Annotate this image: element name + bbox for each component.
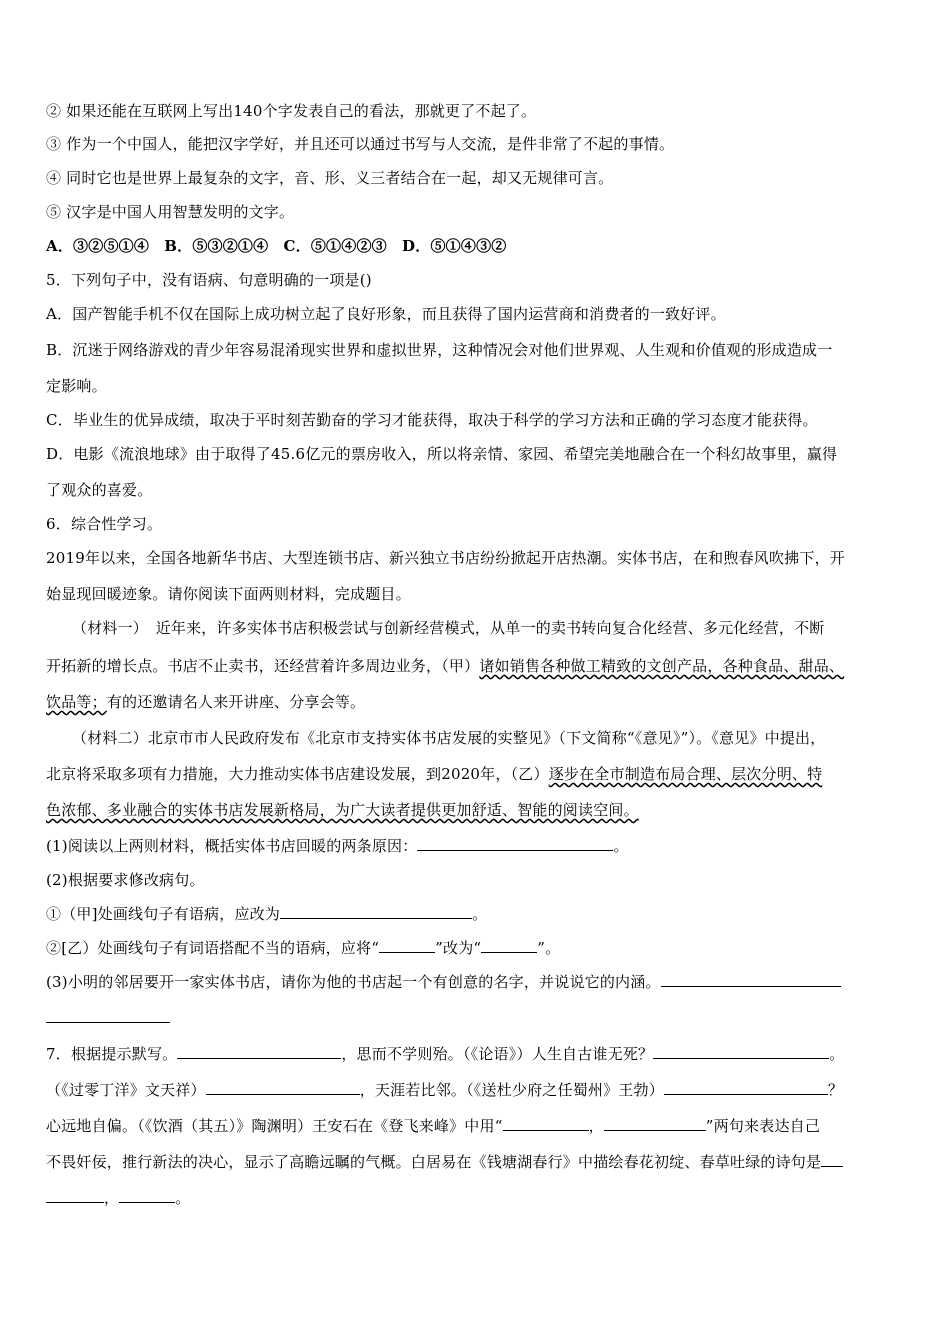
punct: ，	[104, 1189, 120, 1207]
question-7-line1	[46, 1044, 910, 1064]
sub-question-3	[46, 972, 910, 992]
material-1-line3	[46, 692, 910, 712]
option-line-5: ⑤ 汉字是中国人用智慧发明的文字。	[46, 203, 295, 221]
q5-option-b-line1: B．沉迷于网络游戏的青少年容易混淆现实世界和虚拟世界，这种情况会对他们世界观、人生观和价值观的形成造成一	[46, 341, 833, 359]
underlined-sentence-yi-end: 色浓郁、多业融合的实体书店发展新格局，为广大读者提供更加舒适、智能的阅读空间。	[46, 801, 639, 819]
answer-blank-7h[interactable]	[119, 1188, 175, 1203]
sub-question-2a	[46, 904, 910, 924]
question-7-text: 7．根据提示默写。	[46, 1045, 178, 1063]
answer-blank-1[interactable]	[417, 836, 613, 851]
sub-question-1-text: (1)阅读以上两则材料，概括实体书店回暖的两条原因：	[46, 837, 418, 855]
question-5: 5．下列句子中，没有语病、句意明确的一项是()	[46, 271, 372, 289]
material-2-line3	[46, 800, 910, 820]
sub-question-1	[46, 836, 910, 856]
answer-blank-7e[interactable]	[503, 1116, 589, 1131]
material-1-text-end: 有的还邀请名人来开讲座、分享会等。	[106, 693, 366, 711]
q7-text-a: ，思而不学则殆。（《论语》）人生自古谁无死？	[341, 1045, 654, 1063]
underlined-sentence-yi: 逐步在全市制造布局合理、层次分明、特	[548, 765, 823, 783]
underlined-sentence-jia-end: 饮品等；	[46, 693, 107, 711]
question-7-line5	[46, 1188, 910, 1208]
material-2-text: 北京将采取多项有力措施，大力推动实体书店建设发展，到2020年，（乙）	[46, 765, 549, 783]
sub-question-2a-text: ①（甲]处画线句子有语病，应改为	[46, 905, 281, 923]
sub-question-3-cont	[46, 1008, 910, 1028]
punct: ？	[827, 1081, 844, 1099]
q7-text-d: 不畏奸佞，推行新法的决心，显示了高瞻远瞩的气概。白居易在《钱塘湖春行》中描绘春花初绽、春草吐绿的诗句是	[46, 1153, 822, 1171]
punct: ”。	[537, 939, 561, 957]
answer-blank-2a[interactable]	[280, 904, 472, 919]
answer-blank-7a[interactable]	[177, 1044, 341, 1059]
punct: 。	[175, 1189, 191, 1207]
q7-text-c-pre: 心远地自偏。（《饮酒（其五）》陶渊明）王安石在《登飞来峰》中用“	[46, 1117, 503, 1135]
q5-option-d-line2: 了观众的喜爱。	[46, 481, 153, 499]
material-1-line1: （材料一） 近年来，许多实体书店积极尝试与创新经营模式，从单一的卖书转向复合化经营、多元化经营，不断	[72, 619, 825, 637]
punct: 。	[829, 1045, 845, 1063]
sub-question-3-text: (3)小明的邻居要开一家实体书店，请你为他的书店起一个有创意的名字，并说说它的内涵。	[46, 973, 661, 991]
question-6: 6．综合性学习。	[46, 515, 163, 533]
sub-question-2: (2)根据要求修改病句。	[46, 871, 205, 889]
answer-blank-7c[interactable]	[206, 1080, 360, 1095]
answer-blank-7g-cont[interactable]	[46, 1188, 104, 1203]
answer-blank-2b-from[interactable]	[379, 938, 435, 953]
material-1-line2	[46, 656, 910, 676]
question-7-line2	[46, 1080, 910, 1100]
answer-choices-q4: A．③②⑤①④ B．⑤③②①④ C．⑤①④②③ D．⑤①④③②	[46, 237, 507, 255]
question-7-line4	[46, 1152, 910, 1172]
q6-intro-line2: 始显现回暖迹象。请你阅读下面两则材料，完成题目。	[46, 585, 411, 603]
answer-blank-7f[interactable]	[604, 1116, 706, 1131]
answer-blank-7b[interactable]	[653, 1044, 829, 1059]
option-line-2: ② 如果还能在互联网上写出140个字发表自己的看法，那就更了不起了。	[46, 102, 537, 120]
underlined-sentence-jia: 诸如销售各种做工精致的文创产品，各种食品、甜品、	[479, 657, 845, 675]
punct: 。	[472, 905, 488, 923]
punct: ，	[588, 1117, 604, 1135]
q6-intro-line1: 2019年以来，全国各地新华书店、大型连锁书店、新兴独立书店纷纷掀起开店热潮。实体书店，在和煦春风吹拂下，开	[46, 549, 845, 567]
answer-blank-7g[interactable]	[821, 1152, 843, 1167]
option-line-4: ④ 同时它也是世界上最复杂的文字，音、形、义三者结合在一起，却又无规律可言。	[46, 169, 614, 187]
q7-text-b-pre: （《过零丁洋》文天祥）	[46, 1081, 206, 1099]
punct: 。	[613, 837, 629, 855]
material-2-line2	[46, 764, 910, 784]
material-1-text: 开拓新的增长点。书店不止卖书，还经营着许多周边业务，（甲）	[46, 657, 480, 675]
q5-option-c: C．毕业生的优异成绩，取决于平时刻苦勤奋的学习才能获得，取决于科学的学习方法和正确的学习态度才能获得。	[46, 411, 818, 429]
answer-blank-3-cont[interactable]	[46, 1008, 170, 1023]
punct: ”改为“	[435, 939, 482, 957]
q5-option-b-line2: 定影响。	[46, 377, 107, 395]
q7-text-b: ，天涯若比邻。（《送杜少府之任蜀州》王勃）	[359, 1081, 664, 1099]
sub-question-2b-text: ②[乙）处画线句子有词语搭配不当的语病，应将“	[46, 939, 380, 957]
option-line-3: ③ 作为一个中国人，能把汉字学好，并且还可以通过书写与人交流，是件非常了不起的事情。	[46, 135, 675, 153]
sub-question-2b	[46, 938, 910, 958]
q7-text-c-post: ”两句来表达自己	[705, 1117, 821, 1135]
q5-option-a: A．国产智能手机不仅在国际上成功树立起了良好形象，而且获得了国内运营商和消费者的一致好评。	[46, 305, 726, 323]
answer-blank-2b-to[interactable]	[481, 938, 537, 953]
answer-blank-7d[interactable]	[664, 1080, 828, 1095]
q5-option-d-line1: D．电影《流浪地球》由于取得了45.6亿元的票房收入，所以将亲情、家园、希望完美地融合在一个科幻故事里，赢得	[46, 445, 838, 463]
material-2-line1: （材料二）北京市市人民政府发布《北京市支持实体书店发展的实整见》（下文简称“《意见》”）。《意见》中提出，	[72, 729, 826, 747]
question-7-line3	[46, 1116, 910, 1136]
answer-blank-3[interactable]	[661, 972, 841, 987]
